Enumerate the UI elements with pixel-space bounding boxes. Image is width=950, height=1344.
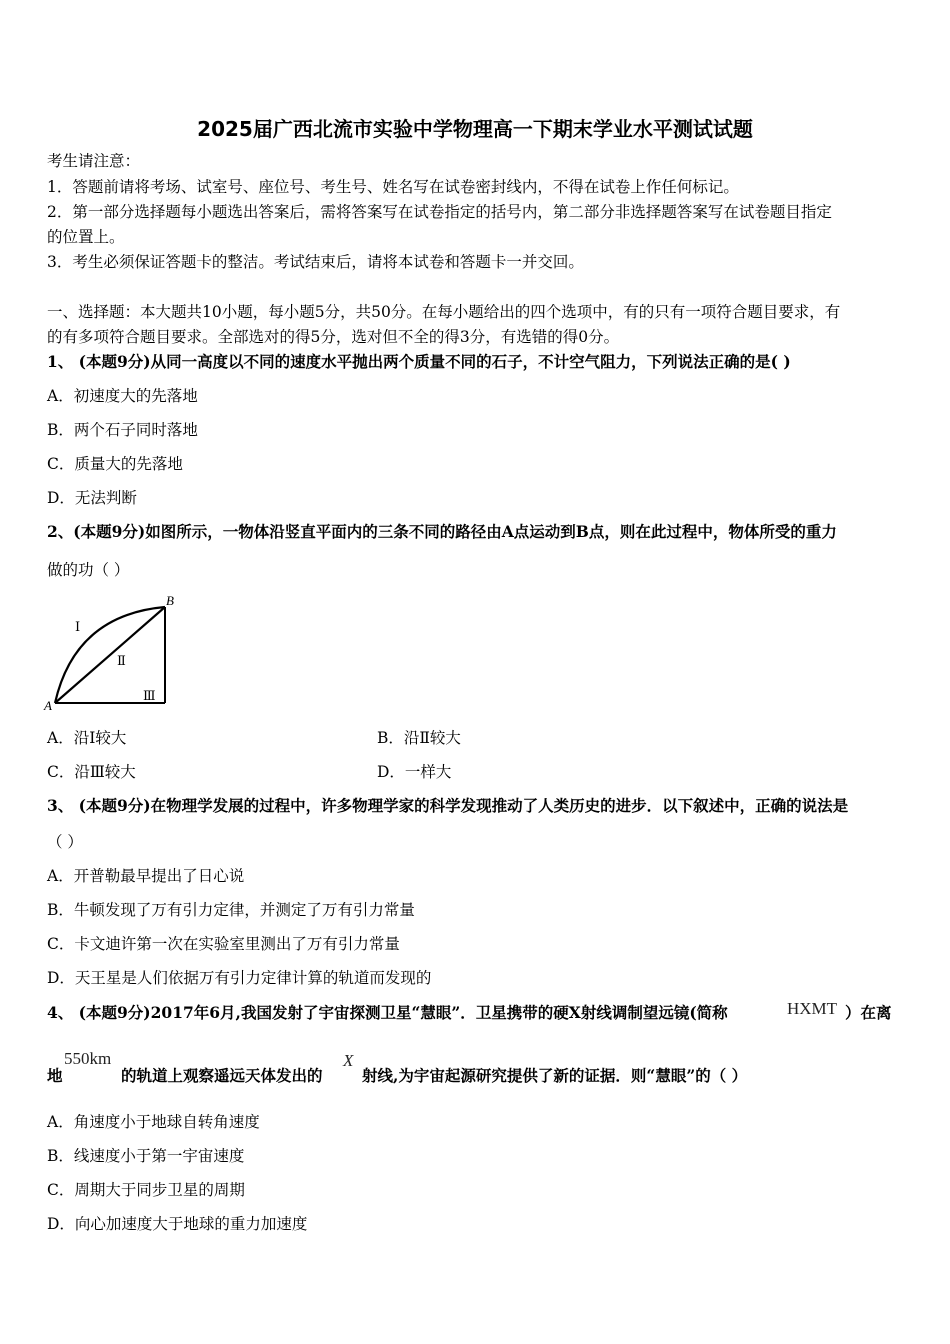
- notice-item: 2．第一部分选择题每小题选出答案后，需将答案写在试卷指定的括号内，第二部分非选择题答案写在试卷题目指定: [47, 203, 832, 221]
- question-4-option-c: C．周期大于同步卫星的周期: [47, 1181, 245, 1199]
- notice-item: 1．答题前请将考场、试室号、座位号、考生号、姓名写在试卷密封线内，不得在试卷上作任何标记。: [47, 178, 739, 196]
- question-1-option-d: D．无法判断: [47, 489, 137, 507]
- question-4-stem: ）在离: [845, 1003, 892, 1022]
- question-2-option-a: A．沿Ⅰ较大: [47, 729, 127, 747]
- question-4-stem: 的轨道上观察遥远天体发出的: [121, 1066, 323, 1085]
- question-1-stem: 1、 (本题9分)从同一高度以不同的速度水平抛出两个质量不同的石子，不计空气阻力，下列说法正确的是( ): [47, 352, 791, 371]
- page-title: 2025届广西北流市实验中学物理高一下期末学业水平测试试题: [197, 117, 753, 141]
- notice-heading: 考生请注意：: [47, 152, 141, 170]
- x-ray-variable: X: [343, 1051, 354, 1070]
- notice-item: 3．考生必须保证答题卡的整洁。考试结束后，请将本试卷和答题卡一并交回。: [47, 253, 584, 271]
- question-2-option-d: D．一样大: [377, 763, 452, 781]
- question-3-option-d: D．天王星是人们依据万有引力定律计算的轨道而发现的: [47, 969, 432, 987]
- question-4-stem: 射线,为宇宙起源研究提供了新的证据．则“慧眼”的（ ）: [362, 1066, 748, 1085]
- point-b-label: B: [166, 593, 174, 608]
- hxmt-abbreviation: HXMT: [787, 999, 838, 1018]
- question-3-option-c: C．卡文迪许第一次在实验室里测出了万有引力常量: [47, 935, 400, 953]
- question-1-option-c: C．质量大的先落地: [47, 455, 183, 473]
- question-2-option-b: B．沿Ⅱ较大: [377, 729, 461, 747]
- question-4-option-b: B．线速度小于第一宇宙速度: [47, 1147, 245, 1165]
- question-2-stem: 做的功（ ）: [47, 561, 130, 579]
- question-1-option-a: A．初速度大的先落地: [47, 387, 198, 405]
- orbit-height: 550km: [64, 1049, 112, 1068]
- question-4-option-a: A．角速度小于地球自转角速度: [47, 1113, 260, 1131]
- question-3-option-a: A．开普勒最早提出了日心说: [47, 867, 245, 885]
- point-a-label: A: [44, 698, 52, 713]
- question-1-option-b: B．两个石子同时落地: [47, 421, 198, 439]
- question-3-stem: （ ）: [47, 833, 83, 851]
- section-instructions: 的有多项符合题目要求。全部选对的得5分，选对但不全的得3分，有选错的得0分。: [47, 328, 620, 346]
- question-2-option-c: C．沿Ⅲ较大: [47, 763, 136, 781]
- question-4-stem: 地: [47, 1066, 63, 1085]
- notice-item: 的位置上。: [47, 228, 125, 246]
- question-4-stem: 4、 (本题9分)2017年6月,我国发射了宇宙探测卫星“慧眼”．卫星携带的硬X射线调制望远镜(简称: [47, 1003, 728, 1022]
- section-instructions: 一、选择题：本大题共10小题，每小题5分，共50分。在每小题给出的四个选项中，有的只有一项符合题目要求，有: [47, 303, 841, 321]
- question-3-stem: 3、 (本题9分)在物理学发展的过程中，许多物理学家的科学发现推动了人类历史的进步．以下叙述中，正确的说法是: [47, 796, 849, 815]
- path-1-label: Ⅰ: [75, 619, 81, 634]
- question-4-option-d: D．向心加速度大于地球的重力加速度: [47, 1215, 308, 1233]
- path-diagram: [40, 590, 190, 715]
- question-3-option-b: B．牛顿发现了万有引力定律，并测定了万有引力常量: [47, 901, 415, 919]
- question-2-stem: 2、(本题9分)如图所示，一物体沿竖直平面内的三条不同的路径由A点运动到B点，则在此过程中，物体所受的重力: [47, 522, 837, 541]
- path-3-label: Ⅲ: [143, 688, 156, 703]
- path-2-label: Ⅱ: [117, 653, 126, 668]
